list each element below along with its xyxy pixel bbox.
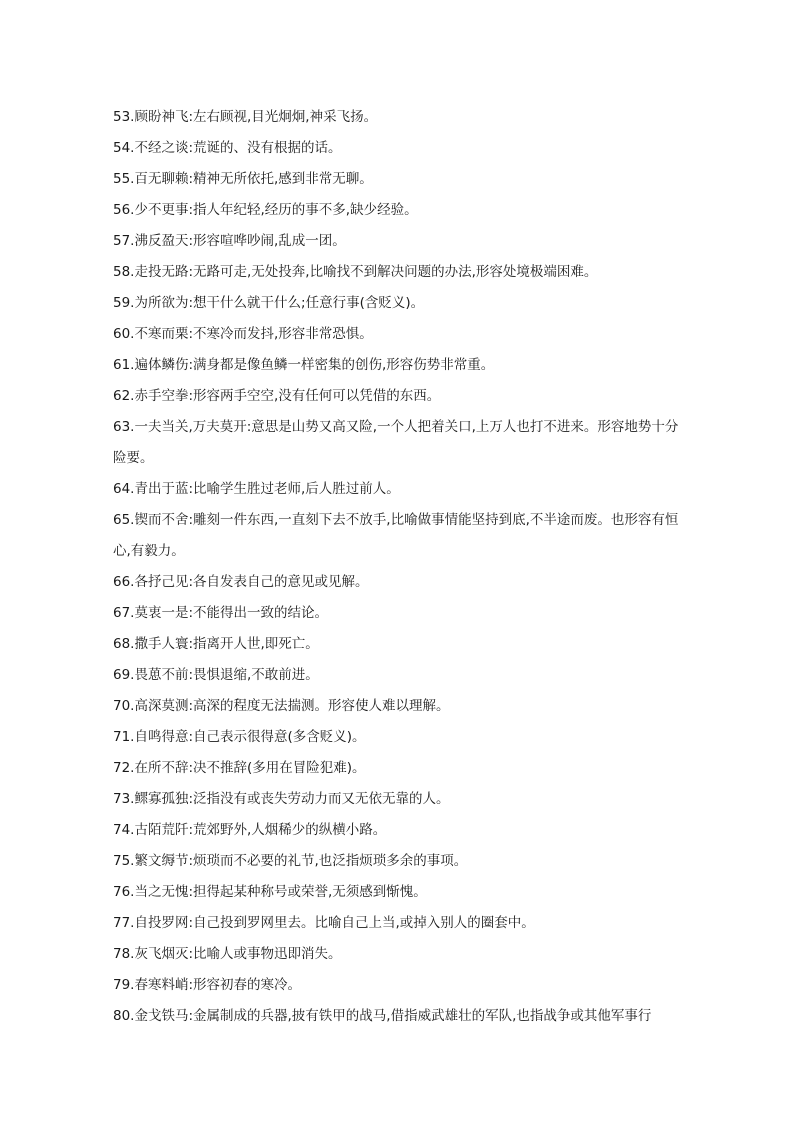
list-item: 77.自投罗网:自己投到罗网里去。比喻自己上当,或掉入别人的圈套中。: [113, 915, 535, 931]
list-item: 56.少不更事:指人年纪轻,经历的事不多,缺少经验。: [113, 202, 418, 218]
list-item: 65.锲而不舍:雕刻一件东西,一直刻下去不放手,比喻做事情能坚持到底,不半途而废。也形容有恒心,有毅力。: [113, 512, 679, 559]
list-item: 58.走投无路:无路可走,无处投奔,比喻找不到解决问题的办法,形容处境极端困难。: [113, 264, 598, 280]
list-item: 54.不经之谈:荒诞的、没有根据的话。: [113, 140, 342, 156]
list-item: 75.繁文缛节:烦琐而不必要的礼节,也泛指烦琐多余的事项。: [113, 853, 468, 869]
list-item: 76.当之无愧:担得起某种称号或荣誉,无须感到惭愧。: [113, 884, 427, 900]
list-item: 53.顾盼神飞:左右顾视,目光炯炯,神采飞扬。: [113, 109, 378, 125]
list-item: 59.为所欲为:想干什么就干什么;任意行事(含贬义)。: [113, 295, 425, 311]
list-item: 71.自鸣得意:自己表示很得意(多含贬义)。: [113, 729, 366, 745]
list-item: 74.古陌荒阡:荒郊野外,人烟稀少的纵横小路。: [113, 822, 387, 838]
list-item: 80.金戈铁马:金属制成的兵器,披有铁甲的战马,借指威武雄壮的军队,也指战争或其他军事行: [113, 1008, 652, 1024]
list-item: 55.百无聊赖:精神无所依托,感到非常无聊。: [113, 171, 373, 187]
list-item: 78.灰飞烟灭:比喻人或事物迅即消失。: [113, 946, 342, 962]
list-item: 66.各抒己见:各自发表自己的意见或见解。: [113, 574, 369, 590]
list-item: 61.遍体鳞伤:满身都是像鱼鳞一样密集的创伤,形容伤势非常重。: [113, 357, 495, 373]
list-item: 57.沸反盈天:形容喧哗吵闹,乱成一团。: [113, 233, 346, 249]
list-item: 73.鳏寡孤独:泛指没有或丧失劳动力而又无依无靠的人。: [113, 791, 450, 807]
list-item: 62.赤手空拳:形容两手空空,没有任何可以凭借的东西。: [113, 388, 441, 404]
list-item: 70.高深莫测:高深的程度无法揣测。形容使人难以理解。: [113, 698, 450, 714]
list-item: 64.青出于蓝:比喻学生胜过老师,后人胜过前人。: [113, 481, 400, 497]
list-item: 72.在所不辞:决不推辞(多用在冒险犯难)。: [113, 760, 366, 776]
list-item: 67.莫衷一是:不能得出一致的结论。: [113, 605, 329, 621]
list-item: 79.春寒料峭:形容初春的寒冷。: [113, 977, 302, 993]
list-item: 68.撒手人寰:指离开人世,即死亡。: [113, 636, 319, 652]
idiom-list: [113, 102, 685, 1032]
list-item: 60.不寒而栗:不寒冷而发抖,形容非常恐惧。: [113, 326, 373, 342]
list-item: 69.畏葸不前:畏惧退缩,不敢前进。: [113, 667, 319, 683]
list-item: 63.一夫当关,万夫莫开:意思是山势又高又险,一个人把着关口,上万人也打不进来。形容地势十分险要。: [113, 419, 679, 466]
